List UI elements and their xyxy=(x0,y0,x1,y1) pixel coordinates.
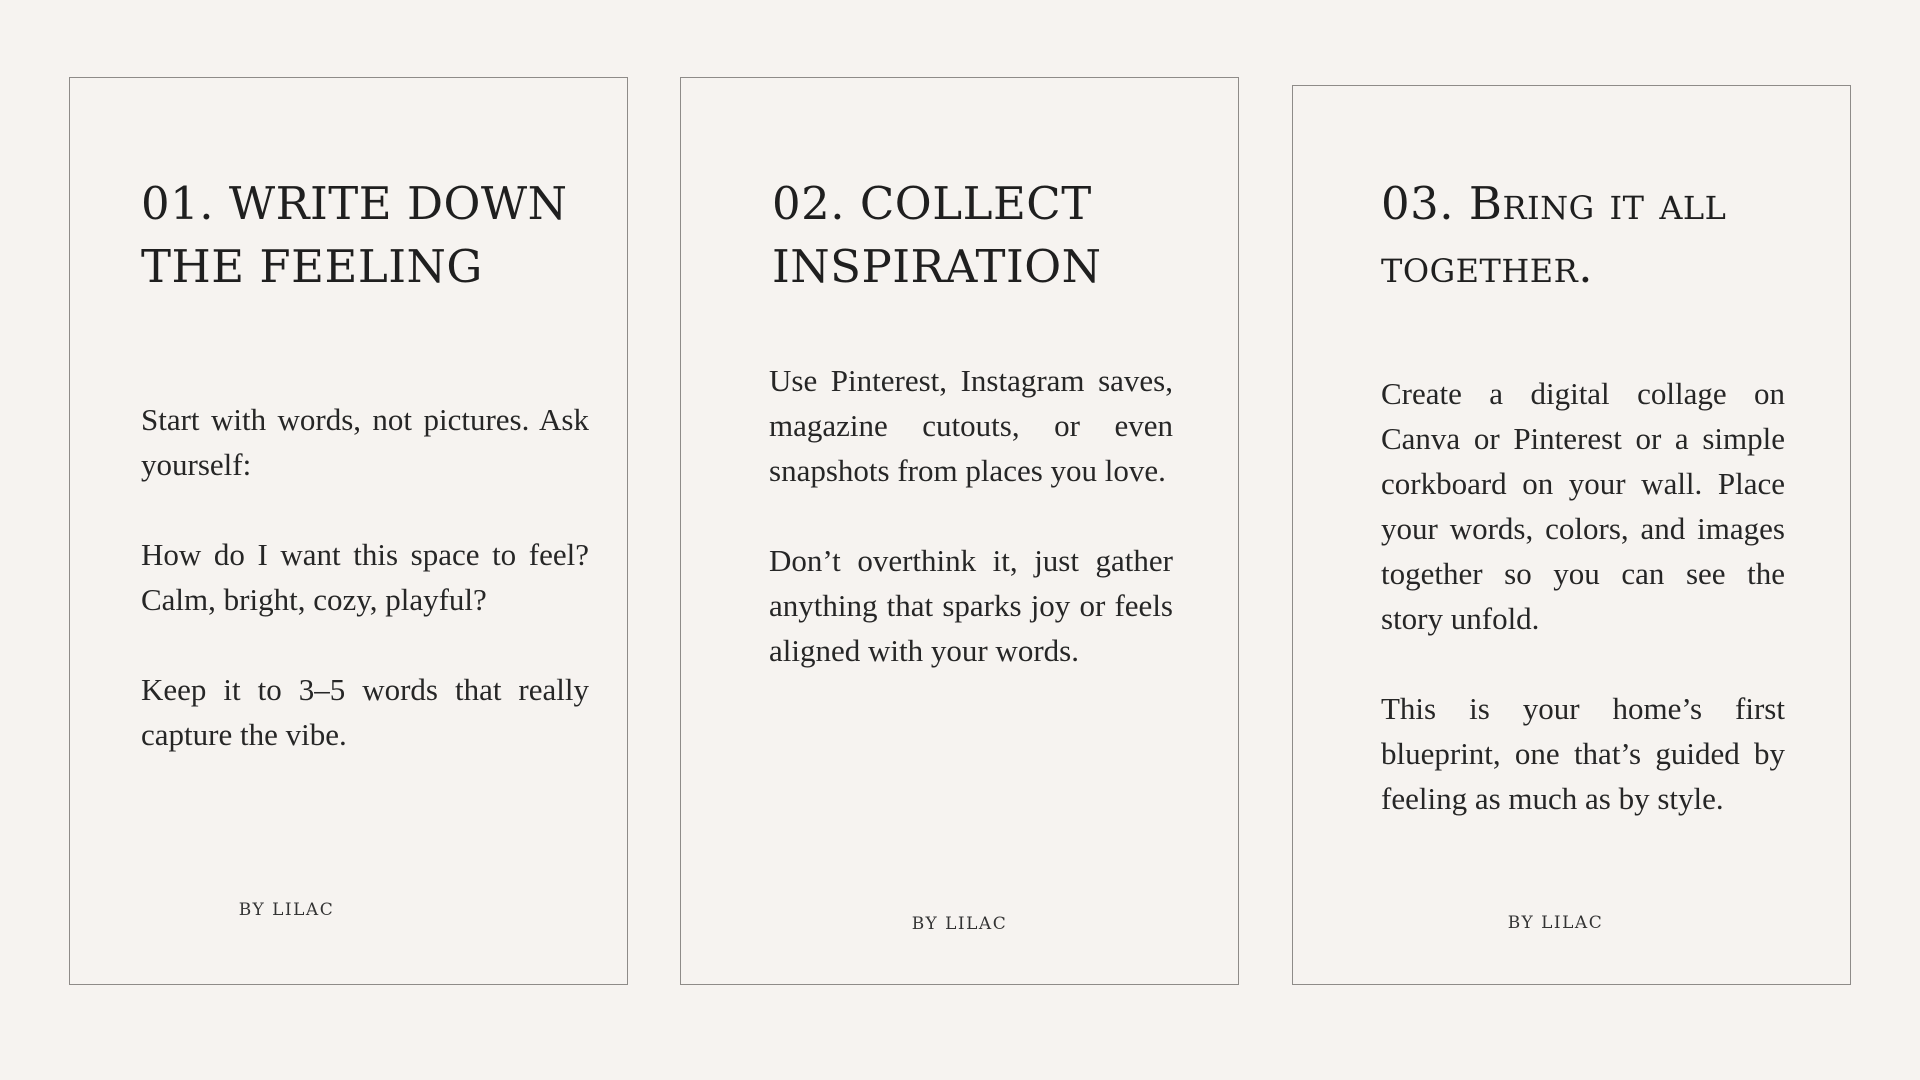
card-paragraph: Keep it to 3–5 words that really capture the vibe. xyxy=(141,672,589,752)
card-footer-byline: BY LILAC xyxy=(1507,913,1604,933)
card-title-line: 01. WRITE DOWN xyxy=(141,177,568,230)
card-write-down-the-feeling xyxy=(69,77,628,985)
card-title-line: 03. Bring it all xyxy=(1381,177,1727,230)
card-body xyxy=(141,397,589,757)
card-footer-byline: BY LILAC xyxy=(238,900,335,920)
card-paragraph: Don’t overthink it, just gather anything that sparks joy or feels aligned with your words. xyxy=(769,543,1173,668)
card-bring-it-all-together xyxy=(1292,85,1851,985)
card-title-line: THE FEELING xyxy=(141,240,483,293)
card-paragraph: Create a digital collage on Canva or Pinterest or a simple corkboard on your wall. Place your words, colors, and images together so you can see the story unfold. xyxy=(1381,376,1785,636)
card-body xyxy=(769,358,1173,673)
card-title xyxy=(1381,172,1726,298)
card-paragraph: This is your home’s first blueprint, one that’s guided by feeling as much as by style. xyxy=(1381,691,1785,816)
card-title-line: 02. COLLECT xyxy=(772,177,1092,230)
card-title xyxy=(772,172,1102,298)
card-body xyxy=(1381,371,1785,821)
card-title xyxy=(141,172,568,298)
card-title-line: together. xyxy=(1381,240,1594,293)
card-footer-byline: BY LILAC xyxy=(911,914,1008,934)
card-paragraph: How do I want this space to feel? Calm, bright, cozy, playful? xyxy=(141,537,589,617)
card-paragraph: Use Pinterest, Instagram saves, magazine cutouts, or even snapshots from places you love. xyxy=(769,363,1173,488)
card-collect-inspiration xyxy=(680,77,1239,985)
card-title-line: INSPIRATION xyxy=(772,240,1102,293)
card-paragraph: Start with words, not pictures. Ask yourself: xyxy=(141,402,589,482)
